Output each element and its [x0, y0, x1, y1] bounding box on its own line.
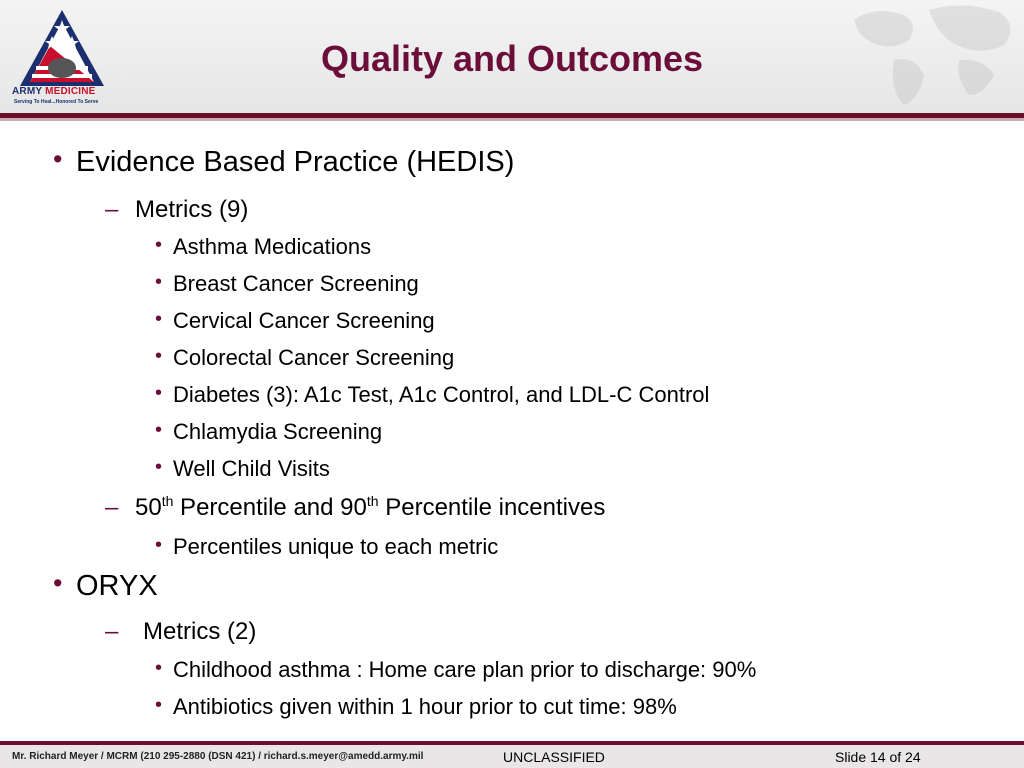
bullet-dot-icon: •	[155, 382, 163, 404]
dash-bullet-icon: –	[105, 494, 119, 521]
list-item: • Percentiles unique to each metric	[155, 534, 499, 559]
bullet-dot-icon: •	[155, 456, 163, 478]
sub-bullet-hedis-metrics: – Metrics (9)	[105, 196, 249, 223]
classification-label: UNCLASSIFIED	[503, 749, 605, 765]
list-item: • Well Child Visits	[155, 456, 330, 481]
logo-tagline: Serving To Heal...Honored To Serve	[14, 99, 99, 105]
bullet-dot-icon: •	[155, 234, 163, 256]
dash-bullet-icon: –	[105, 196, 119, 223]
bullet-dot-icon: •	[53, 144, 63, 174]
list-item: • Breast Cancer Screening	[155, 271, 419, 296]
bullet-dot-icon: •	[155, 694, 163, 716]
bullet-hedis: • Evidence Based Practice (HEDIS)	[53, 144, 515, 178]
bullet-dot-icon: •	[155, 271, 163, 293]
slide-footer	[0, 745, 1024, 768]
logo-wordmark: ARMY MEDICINE	[12, 86, 96, 97]
dash-bullet-icon: –	[105, 618, 119, 645]
list-item: • Antibiotics given within 1 hour prior to cut time: 98%	[155, 694, 677, 719]
bullet-dot-icon: •	[155, 345, 163, 367]
slide-number: Slide 14 of 24	[835, 749, 921, 765]
list-item: • Childhood asthma : Home care plan prior to discharge: 90%	[155, 657, 757, 682]
list-item: • Cervical Cancer Screening	[155, 308, 435, 333]
footer-contact: Mr. Richard Meyer / MCRM (210 295-2880 (DSN 421) / richard.s.meyer@amedd.army.mil	[12, 751, 424, 762]
sub-bullet-oryx-metrics: – Metrics (2)	[105, 618, 257, 645]
sub-bullet-incentives: – 50th Percentile and 90th Percentile incentives	[105, 493, 606, 521]
slide-title: Quality and Outcomes	[320, 38, 704, 79]
list-item: • Colorectal Cancer Screening	[155, 345, 455, 370]
bullet-dot-icon: •	[155, 534, 163, 556]
list-item: • Chlamydia Screening	[155, 419, 383, 444]
list-item: • Diabetes (3): A1c Test, A1c Control, and LDL-C Control	[155, 382, 710, 407]
bullet-oryx: • ORYX	[53, 568, 158, 602]
list-item: • Asthma Medications	[155, 234, 372, 259]
bullet-dot-icon: •	[53, 568, 63, 598]
bullet-dot-icon: •	[155, 419, 163, 441]
bullet-dot-icon: •	[155, 308, 163, 330]
bullet-dot-icon: •	[155, 657, 163, 679]
